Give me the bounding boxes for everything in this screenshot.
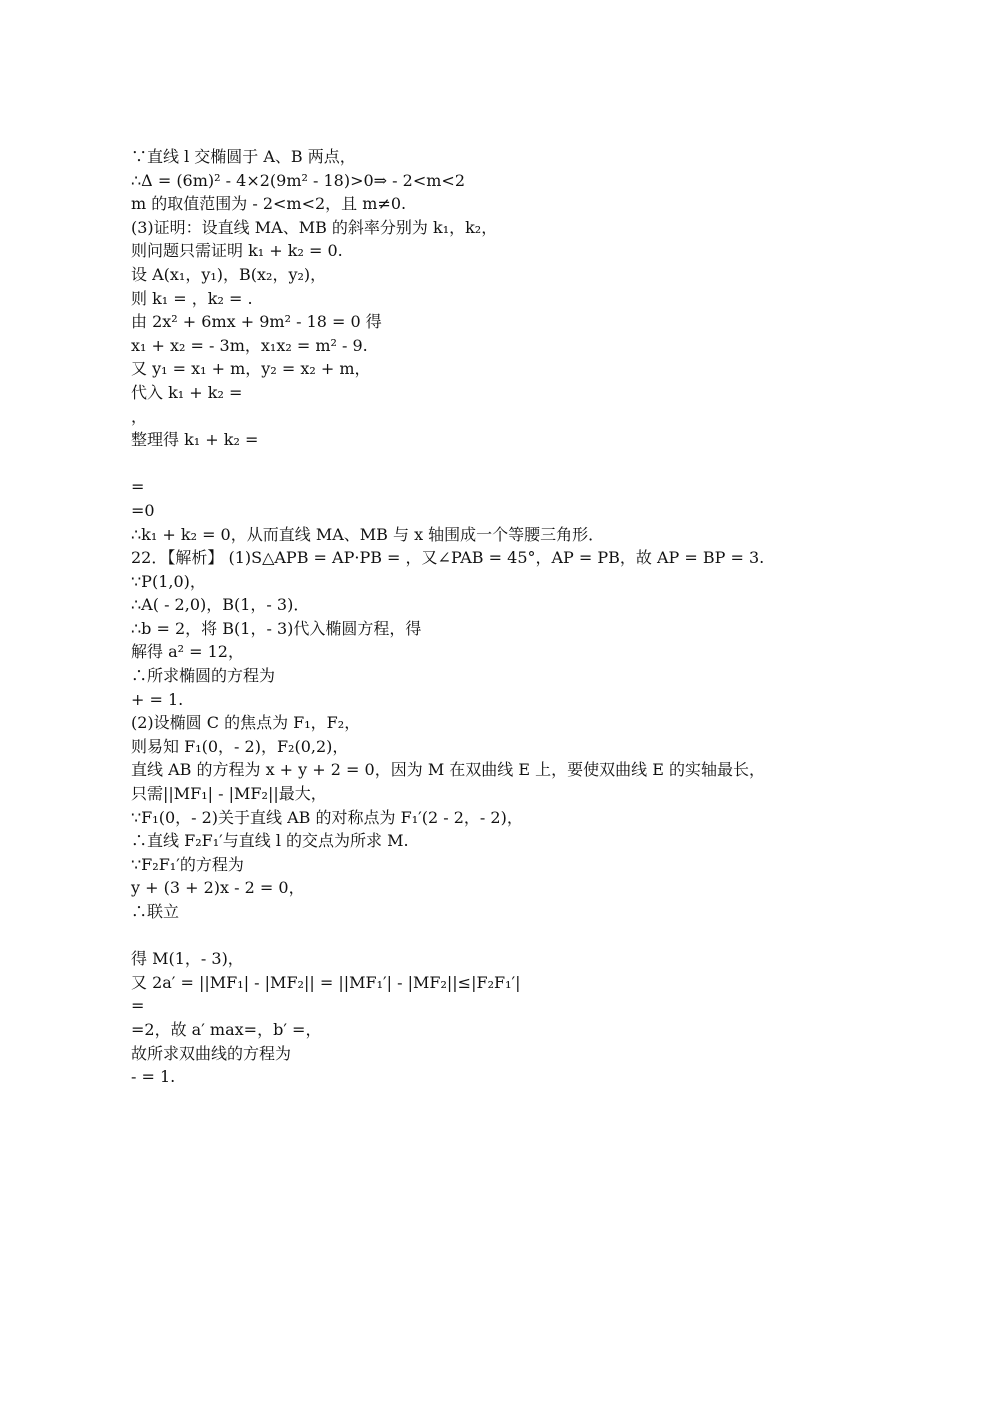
text-line: ∴联立 [131, 902, 180, 921]
blank-line [131, 452, 891, 476]
text-line: =0 [131, 500, 155, 520]
text-line: 又 2a′ = ||MF₁| - |MF₂|| = ||MF₁′| - |MF₂||≤|F₂F₁′| [131, 972, 521, 992]
text-line: = [131, 996, 145, 1016]
text-line: = [131, 477, 145, 497]
text-line: 直线 AB 的方程为 x + y + 2 = 0，因为 M 在双曲线 E 上，要使双曲线 E 的实轴最长， [131, 760, 765, 780]
text-line: =2，故 a′ max=，b′ =， [131, 1019, 322, 1039]
text-line: m 的取值范围为 - 2<m<2，且 m≠0. [131, 194, 407, 214]
text-line: 只需||MF₁| - |MF₂||最大， [131, 784, 327, 804]
text-line: (2)设椭圆 C 的焦点为 F₁，F₂， [131, 713, 361, 733]
text-line: 由 2x² + 6mx + 9m² - 18 = 0 得 [131, 312, 382, 332]
text-line: 得 M(1，- 3)， [131, 949, 244, 969]
text-line: 设 A(x₁，y₁)，B(x₂，y₂)， [131, 264, 327, 284]
text-line: ∴所求椭圆的方程为 [131, 666, 276, 686]
text-line: 代入 k₁ + k₂ = [131, 382, 243, 402]
text-line: x₁ + x₂ = - 3m，x₁x₂ = m² - 9. [131, 335, 368, 355]
text-line: ∵F₂F₁′的方程为 [131, 854, 244, 874]
text-line: - = 1. [131, 1067, 176, 1087]
text-line: 整理得 k₁ + k₂ = [131, 430, 259, 450]
text-line: ∴k₁ + k₂ = 0，从而直线 MA、MB 与 x 轴围成一个等腰三角形． [131, 524, 605, 544]
text-line: ∵直线 l 交椭圆于 A、B 两点， [131, 147, 356, 166]
text-line: ∴直线 F₂F₁′与直线 l 的交点为所求 M. [131, 831, 409, 851]
text-line: ∴b = 2，将 B(1，- 3)代入椭圆方程，得 [131, 618, 422, 638]
text-line: ∵P(1,0)， [131, 571, 206, 591]
text-line: 则易知 F₁(0，- 2)，F₂(0,2)， [131, 736, 349, 756]
text-line: (3)证明：设直线 MA、MB 的斜率分别为 k₁，k₂， [131, 217, 498, 237]
text-line: ∵F₁(0，- 2)关于直线 AB 的对称点为 F₁′(2 - 2，- 2)， [131, 807, 523, 827]
text-line: ∴A( - 2,0)，B(1，- 3)． [131, 595, 310, 615]
text-line: y + (3 + 2)x - 2 = 0， [131, 878, 305, 898]
text-line: 故所求双曲线的方程为 [131, 1043, 292, 1063]
text-line: ， [131, 406, 148, 426]
text-line: 22．【解析】 (1)S△APB = AP·PB = ，又∠PAB = 45°，AP = PB，故 AP = BP = 3. [131, 548, 765, 568]
text-line: 则 k₁ = ，k₂ = . [131, 288, 253, 308]
text-line: 则问题只需证明 k₁ + k₂ = 0. [131, 241, 343, 261]
solution-text-block [131, 145, 891, 1089]
text-line: 解得 a² = 12， [131, 642, 244, 662]
blank-line [131, 924, 891, 948]
text-line: ∴Δ = (6m)² - 4×2(9m² - 18)>0⇒ - 2<m<2 [131, 170, 466, 190]
text-line: + = 1. [131, 689, 184, 709]
text-line: 又 y₁ = x₁ + m，y₂ = x₂ + m， [131, 359, 371, 379]
